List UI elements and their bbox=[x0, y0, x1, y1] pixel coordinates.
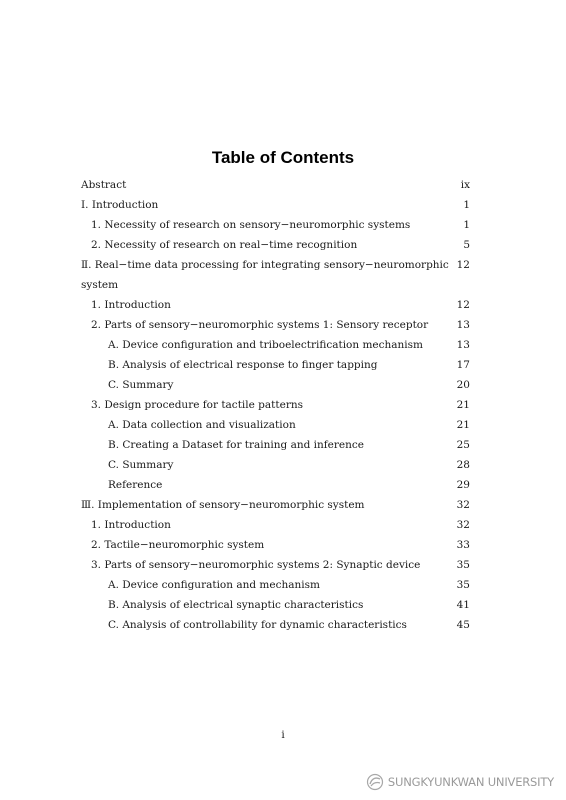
toc-entry bbox=[0, 595, 566, 615]
toc-entry-page: 33 bbox=[456, 539, 470, 551]
toc-entry-text: 3. Parts of sensory−neuromorphic systems 2: Synaptic device bbox=[91, 559, 421, 571]
toc-entry-page: 12 bbox=[456, 299, 470, 311]
toc-entry bbox=[0, 315, 566, 335]
toc-entry-page: 35 bbox=[456, 559, 470, 571]
toc-entry-text: 1. Necessity of research on sensory−neuromorphic systems bbox=[91, 219, 411, 231]
university-logo bbox=[366, 772, 554, 792]
toc-entry-text: A. Data collection and visualization bbox=[108, 419, 296, 431]
toc-entry-page: 20 bbox=[456, 379, 470, 391]
toc-entry bbox=[0, 435, 566, 455]
university-seal-icon bbox=[366, 773, 384, 791]
toc-entry-page: 13 bbox=[456, 319, 470, 331]
toc-entry bbox=[0, 335, 566, 355]
toc-entry-text: 3. Design procedure for tactile patterns bbox=[91, 399, 303, 411]
toc-entry bbox=[0, 495, 566, 515]
toc-entry-page: 21 bbox=[456, 399, 470, 411]
toc-entry bbox=[0, 555, 566, 575]
toc-entry-text: C. Summary bbox=[108, 459, 174, 471]
toc-entry-page: 17 bbox=[456, 359, 470, 371]
toc-entry-text: 2. Tactile−neuromorphic system bbox=[91, 539, 265, 551]
toc-entry bbox=[0, 175, 566, 195]
toc-entry-text: A. Device configuration and triboelectrification mechanism bbox=[108, 339, 424, 351]
university-name: SUNGKYUNKWAN UNIVERSITY bbox=[387, 775, 554, 789]
toc-entry-page: 1 bbox=[463, 199, 470, 211]
toc-entry-text: Ⅲ. Implementation of sensory−neuromorphic system bbox=[81, 499, 365, 511]
toc-entry-text: B. Analysis of electrical response to finger tapping bbox=[108, 359, 378, 371]
toc-entry-page: 29 bbox=[456, 479, 470, 491]
toc-entry-page: 1 bbox=[463, 219, 470, 231]
toc-entry-text: C. Analysis of controllability for dynamic characteristics bbox=[108, 619, 407, 631]
toc-entry-text: 1. Introduction bbox=[91, 519, 171, 531]
toc-entry-page: 45 bbox=[456, 619, 470, 631]
toc-entry-text: A. Device configuration and mechanism bbox=[108, 579, 320, 591]
toc-entry bbox=[0, 615, 566, 635]
toc-entry-page: 25 bbox=[456, 439, 470, 451]
toc-entry-text: Ⅱ. Real−time data processing for integrating sensory−neuromorphic bbox=[81, 259, 449, 271]
toc-entry-page: 5 bbox=[463, 239, 470, 251]
toc-entry-text: Reference bbox=[108, 479, 163, 491]
toc-entry-page: 35 bbox=[456, 579, 470, 591]
toc-entry bbox=[0, 575, 566, 595]
toc-entry-page: 41 bbox=[456, 599, 470, 611]
toc-entry-page: 13 bbox=[456, 339, 470, 351]
toc-entry bbox=[0, 375, 566, 395]
toc-entry-text: 2. Necessity of research on real−time recognition bbox=[91, 239, 358, 251]
page-number: i bbox=[281, 729, 285, 741]
toc-entry bbox=[0, 475, 566, 495]
toc-entry-page: 32 bbox=[456, 519, 470, 531]
toc-entry-text: 2. Parts of sensory−neuromorphic systems 1: Sensory receptor bbox=[91, 319, 429, 331]
toc-entry-text: Ⅰ. Introduction bbox=[81, 199, 159, 211]
toc-entry bbox=[0, 255, 566, 275]
toc-entry-text: Abstract bbox=[81, 179, 127, 191]
toc-entry bbox=[0, 275, 566, 295]
page-title: Table of Contents bbox=[211, 148, 355, 167]
toc-entry bbox=[0, 455, 566, 475]
toc-entry-page: ix bbox=[460, 179, 470, 191]
toc-entry-text: system bbox=[81, 279, 119, 291]
toc-entry-page: 28 bbox=[456, 459, 470, 471]
toc-entry bbox=[0, 195, 566, 215]
toc-entry bbox=[0, 215, 566, 235]
toc-entry bbox=[0, 295, 566, 315]
toc-entry-page: 21 bbox=[456, 419, 470, 431]
toc-entry bbox=[0, 355, 566, 375]
toc-entry bbox=[0, 395, 566, 415]
toc-entry-text: B. Creating a Dataset for training and inference bbox=[108, 439, 364, 451]
toc-entry-text: C. Summary bbox=[108, 379, 174, 391]
toc-entry-page: 12 bbox=[456, 259, 470, 271]
toc-entry-text: B. Analysis of electrical synaptic characteristics bbox=[108, 599, 364, 611]
toc-entry bbox=[0, 515, 566, 535]
toc-entry-page: 32 bbox=[456, 499, 470, 511]
toc-entry bbox=[0, 415, 566, 435]
toc-entry-text: 1. Introduction bbox=[91, 299, 171, 311]
toc-entry bbox=[0, 535, 566, 555]
toc-entry bbox=[0, 235, 566, 255]
